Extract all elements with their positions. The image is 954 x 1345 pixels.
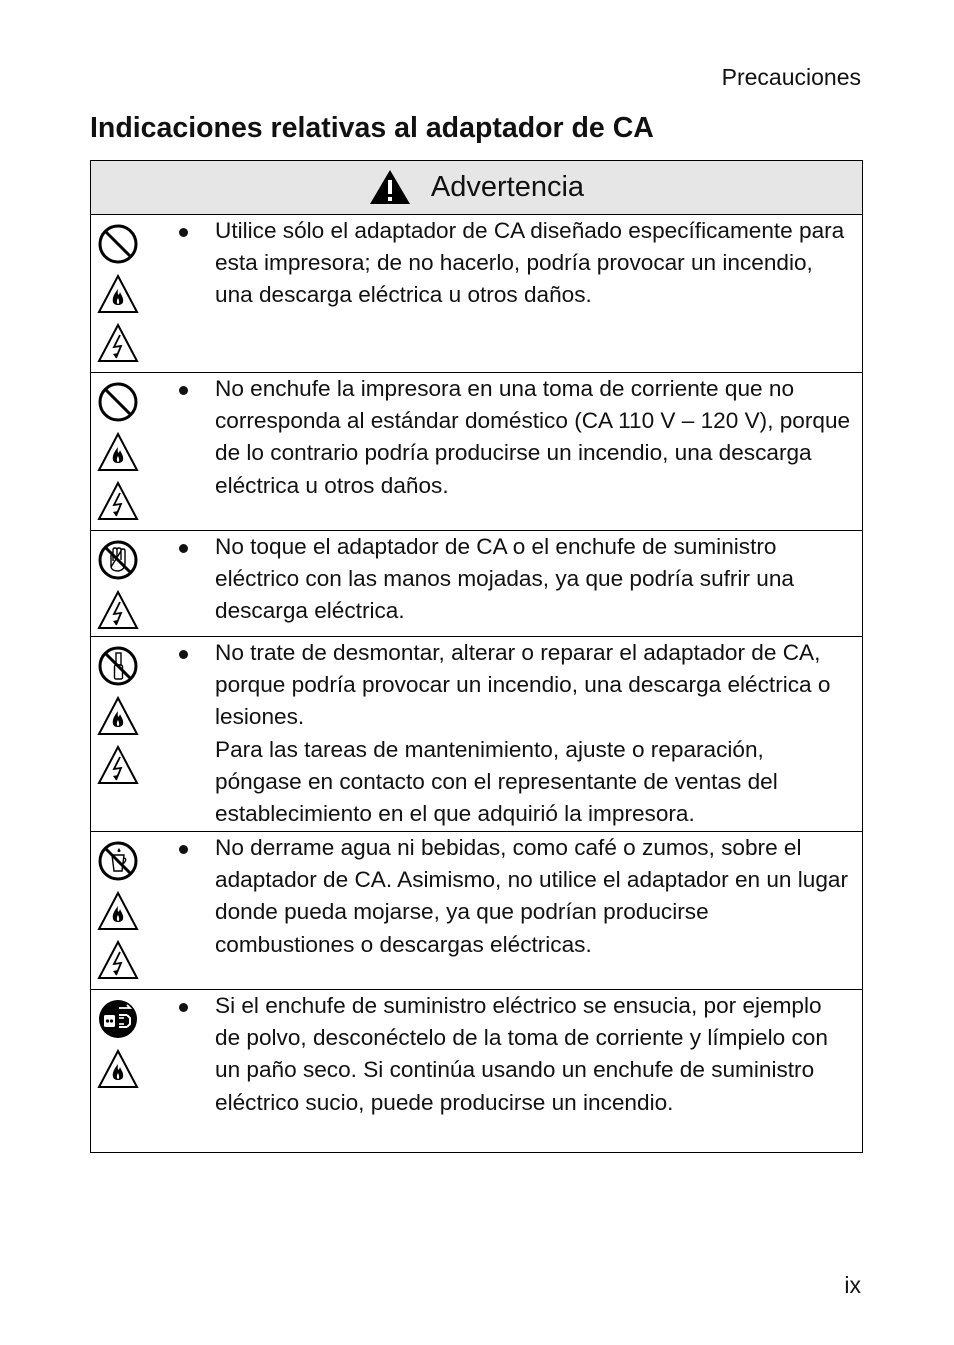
warning-paragraph: Si el enchufe de suministro eléctrico se ensucia, por ejemplo de polvo, desconéctelo de la toma de corriente y límpielo con un paño seco. Si continúa usando un enchufe de suministro eléctrico sucio, puede producirse un incendio. <box>215 993 828 1115</box>
prohibition-icon <box>97 381 139 423</box>
warning-row <box>91 215 863 373</box>
warning-paragraph: Utilice sólo el adaptador de CA diseñado específicamente para esta impresora; de no hacerlo, podría provocar un incendio, una descarga eléctrica u otros daños. <box>215 218 845 308</box>
bullet-icon <box>179 650 188 659</box>
unplug-icon <box>97 998 139 1040</box>
electric-shock-warning-icon <box>97 481 139 521</box>
row-text <box>215 637 852 830</box>
fire-warning-icon <box>97 432 139 472</box>
warning-triangle-icon <box>369 169 411 205</box>
row-icons <box>97 998 141 1098</box>
warning-row <box>91 373 863 531</box>
row-text <box>215 990 852 1119</box>
row-text <box>215 373 852 502</box>
electric-shock-warning-icon <box>97 323 139 363</box>
warning-paragraph: No toque el adaptador de CA o el enchufe de suministro eléctrico con las manos mojadas, ya que podría sufrir una descarga eléctrica. <box>215 534 794 624</box>
row-icons <box>97 381 141 530</box>
no-wet-hands-icon <box>97 539 139 581</box>
fire-warning-icon <box>97 891 139 931</box>
prohibition-icon <box>97 223 139 265</box>
section-title: Indicaciones relativas al adaptador de CA <box>90 112 654 144</box>
row-icons <box>97 223 141 372</box>
warning-row <box>91 531 863 637</box>
no-liquids-icon <box>97 840 139 882</box>
warning-paragraph: No trate de desmontar, alterar o reparar el adaptador de CA, porque podría provocar un incendio, una descarga eléctrica o lesiones. <box>215 640 831 730</box>
fire-warning-icon <box>97 696 139 736</box>
warning-row <box>91 637 863 832</box>
warning-paragraph: Para las tareas de mantenimiento, ajuste o reparación, póngase en contacto con el representante de ventas del establecimiento en el que adquirió la impresora. <box>215 736 778 827</box>
electric-shock-warning-icon <box>97 590 139 630</box>
fire-warning-icon <box>97 274 139 314</box>
bullet-icon <box>179 1003 188 1012</box>
warning-header-label: Advertencia <box>430 170 585 203</box>
warning-paragraph: No derrame agua ni bebidas, como café o zumos, sobre el adaptador de CA. Asimismo, no utilice el adaptador en un lugar donde pueda mojarse, ya que podrían producirse combustiones o descargas eléctricas. <box>215 835 849 957</box>
row-text <box>215 215 852 312</box>
warning-paragraph: No enchufe la impresora en una toma de corriente que no corresponda al estándar doméstico (CA 110 V – 120 V), porque de lo contrario podría producirse un incendio, una descarga eléctrica u otros daños. <box>215 376 851 498</box>
no-disassembly-icon <box>97 645 139 687</box>
page-number: ix <box>844 1272 861 1298</box>
row-text <box>215 531 852 628</box>
fire-warning-icon <box>97 1049 139 1089</box>
bullet-icon <box>179 228 188 237</box>
row-icons <box>97 645 141 794</box>
bullet-icon <box>179 386 188 395</box>
warning-header <box>91 161 863 215</box>
warning-table <box>90 160 863 1153</box>
row-icons <box>97 840 141 989</box>
row-icons <box>97 539 141 639</box>
bullet-icon <box>179 845 188 854</box>
row-text <box>215 832 852 961</box>
running-header: Precauciones <box>721 64 861 90</box>
electric-shock-warning-icon <box>97 745 139 785</box>
bullet-icon <box>179 544 188 553</box>
warning-row <box>91 990 863 1153</box>
electric-shock-warning-icon <box>97 940 139 980</box>
warning-row <box>91 832 863 990</box>
